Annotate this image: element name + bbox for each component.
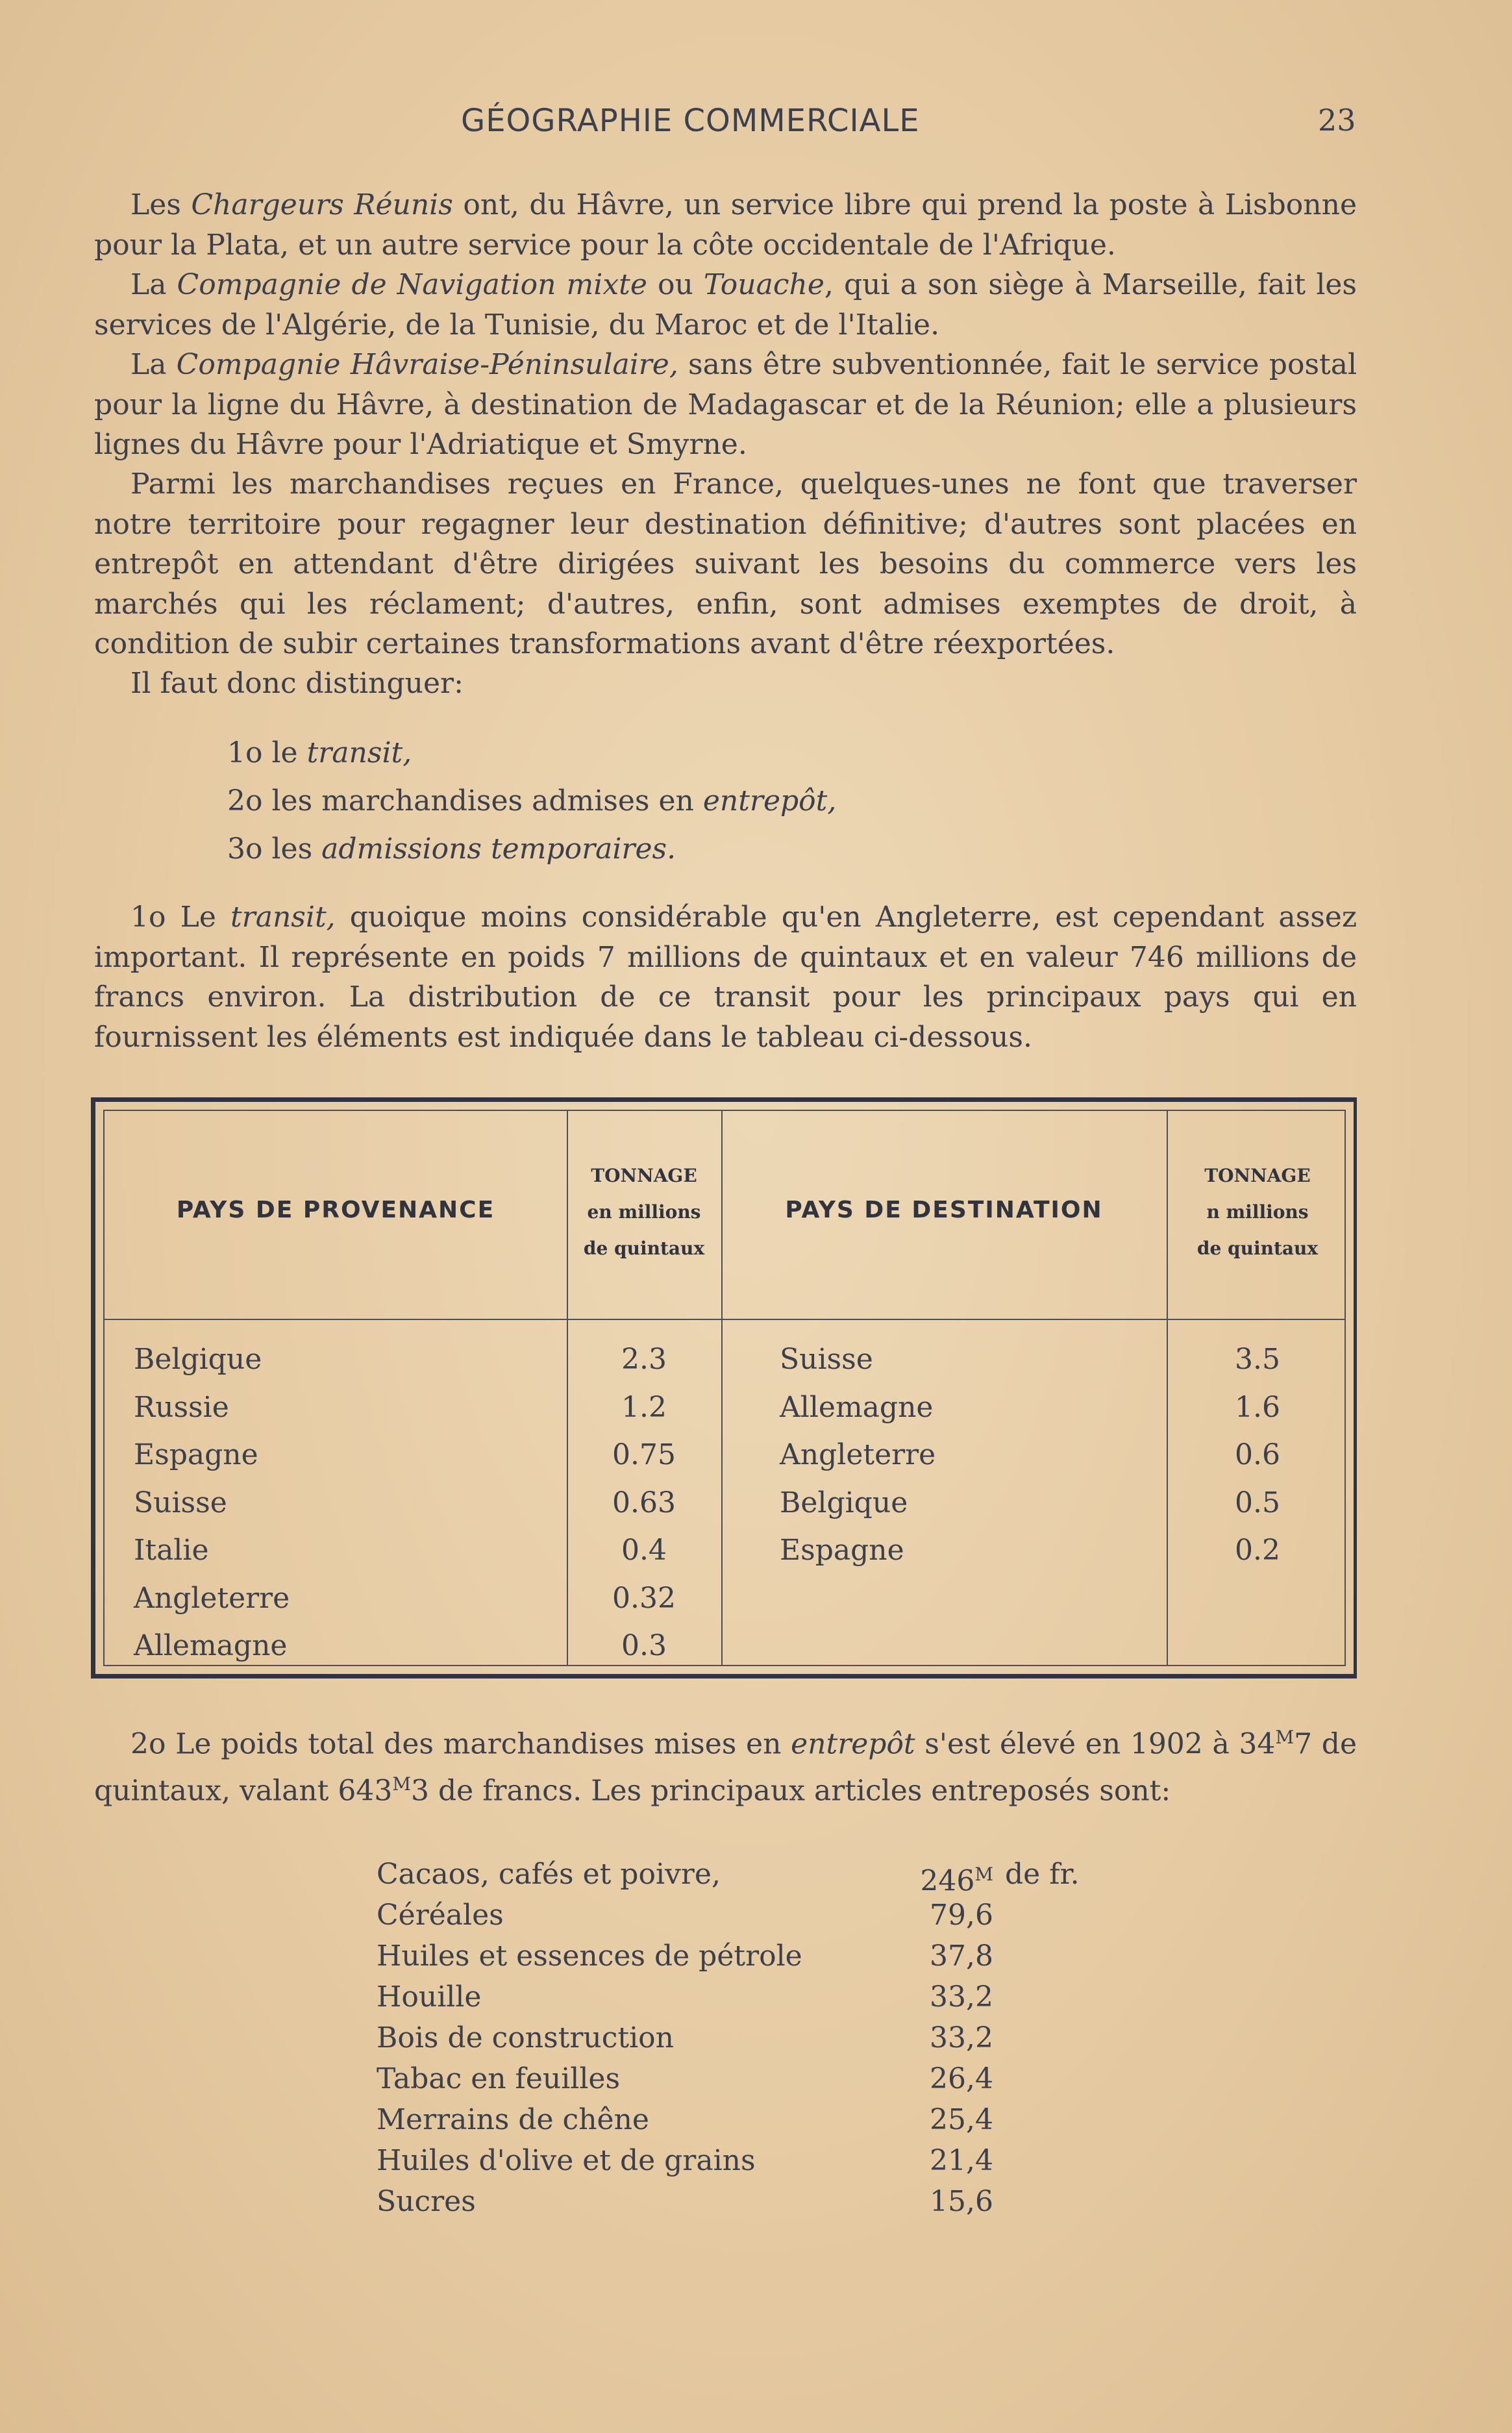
origin-countries	[134, 1336, 290, 1670]
paragraph-chargeurs: Les Chargeurs Réunis ont, du Hâvre, un service libre qui prend la poste à Lisbonne pour la Plata, et un autre service pour la côte occidentale de l'Afrique.	[94, 188, 1357, 262]
header-divider	[105, 1319, 1345, 1320]
paragraph-entrepot: 2o Le poids total des marchandises mises en entrepôt s'est élevé en 1902 à $34^M7$ de quintaux, valant $643^M3$ de francs. Les principaux articles entreposés sont:	[94, 1727, 1357, 1808]
list-item: 3o les admissions temporaires.	[227, 832, 676, 866]
header-tonnage-destination: TONNAGE n millions de quintaux	[1196, 1165, 1319, 1259]
header-origin: PAYS DE PROVENANCE	[176, 1197, 495, 1223]
running-header	[0, 103, 1512, 148]
distinction-list	[227, 729, 836, 873]
table-cell: 1.6	[1235, 1390, 1280, 1424]
header-tonnage-origin: TONNAGE en millions de quintaux	[583, 1165, 705, 1259]
transit-table	[91, 1097, 1357, 1678]
table-cell: 3.5	[1235, 1343, 1280, 1376]
table-cell: Angleterre	[134, 1581, 290, 1615]
table-cell: 0.63	[612, 1486, 676, 1519]
column-divider	[721, 1111, 723, 1665]
list-item: 1o le transit,	[227, 736, 412, 769]
table-cell: Belgique	[780, 1486, 908, 1519]
table-cell: Allemagne	[780, 1390, 934, 1424]
table-cell: Allemagne	[134, 1629, 288, 1662]
destination-countries	[780, 1336, 936, 1575]
origin-tonnages	[567, 1336, 721, 1670]
header-destination: PAYS DE DESTINATION	[785, 1197, 1103, 1223]
paragraph-navigation-mixte: La Compagnie de Navigation mixte ou Touache, qui a son siège à Marseille, fait les services de l'Algérie, de la Tunisie, du Maroc et de l'Italie.	[94, 268, 1357, 342]
table-cell: Russie	[134, 1390, 229, 1424]
table-cell: Angleterre	[780, 1438, 936, 1471]
list-item: 2o les marchandises admises en entrepôt,	[227, 784, 837, 817]
header-title: GÉOGRAPHIE COMMERCIALE	[461, 103, 920, 139]
paragraph-havraise: La Compagnie Hâvraise-Péninsulaire, sans être subventionnée, fait le service postal pour la ligne du Hâvre, à destination de Madagascar et de la Réunion; elle a plusieurs lignes du Hâvre pour l'Adriatique et Smyrne.	[94, 348, 1357, 461]
table-cell: 1.2	[621, 1390, 667, 1424]
table-cell: Espagne	[134, 1438, 258, 1471]
paragraph-transit: 1o Le transit, quoique moins considérable qu'en Angleterre, est cependant assez important. Il représente en poids 7 millions de quintaux et en valeur 746 millions de francs environ. La distribution de ce transit pour les principaux pays qui en fournissent les éléments est indiquée dans le tableau ci-dessous.	[94, 901, 1357, 1054]
page-number: 23	[1318, 103, 1356, 138]
table-cell: 0.75	[612, 1438, 676, 1471]
table-cell: 0.6	[1235, 1438, 1280, 1471]
destination-tonnages	[1167, 1336, 1348, 1575]
table-cell: 2.3	[621, 1343, 667, 1376]
paragraph-distinguer: Il faut donc distinguer:	[130, 667, 464, 700]
table-cell: Suisse	[780, 1343, 873, 1376]
table-cell: 0.32	[612, 1581, 676, 1615]
table-cell: 0.2	[1235, 1534, 1280, 1567]
book-page: GÉOGRAPHIE COMMERCIALE 23 Les Chargeurs Réunis ont, du Hâvre, un service libre qui prend la poste à Lisbonne pour la Plata, et un autre service pour la côte occidentale de l'Afrique. La Compagnie de Navigation mixte ou Touache, qui a son siège à Marseille, fait les services de l'Algérie, de la Tunisie, du Maroc et de l'Italie. La Compagnie Hâvraise-Péninsulaire, sans être subventionnée, fait le service postal pour la ligne du Hâvre, à destination de Madagascar et de la Réunion; elle a plusieurs lignes du Hâvre pour l'Adriatique et Smyrne. Parmi les marchandises reçues en France, quelques-unes ne font que traverser notre territoire pour regagner leur destination définitive; d'autres sont placées en entrepôt en attendant d'être dirigées suivant les besoins du commerce vers les marchés qui les réclament; d'autres, enfin, sont admises exemptes de droit, à condition de subir certaines transformations avant d'être réexportées. Il faut donc distinguer: 1o le transit, 2o les marchandises admises en entrepôt, 3o les admissions temporaires. 1o Le transit, quoique moins considérable qu'en Angleterre, est cependant assez important. Il représente en poids 7 millions de quintaux et en valeur 746 millions de francs environ. La distribution de ce transit pour les principaux pays qui en fournissent les éléments est indiquée dans le tableau ci-dessous. PAYS DE PROVENANCE TONNAGE en millions de quintaux PAYS DE DESTINATION TONNAGE n millions de quintaux Belgique Russie Espagne Suisse Italie Angleterre Allemagne 2.3 1.2 0.75 0.63 0.4 0.32 0.3 Suisse Allemagne Angleterre Belgique Espagne 3.5 1.6 0.6 0.5 0.2 2o Le poids total des marchandises mises en entrepôt s'est élevé en 1902 à $34^M7$ de quintaux, valant $643^M3$ de francs. Les principaux articles entreposés sont: Cacaos, cafés et poivre, $246^M$ de fr. Céréales 79,6 Huiles et essences de pétrole 37,8 Houille 33,2 Bois de construction 33,2 Tabac en feuilles 26,4 Merrains de chêne 25,4 Huiles d'olive et de grains 21,4 Sucres 15,6	[0, 0, 1512, 2433]
table-cell: Suisse	[134, 1486, 227, 1519]
paragraph-marchandises: Parmi les marchandises reçues en France, quelques-unes ne font que traverser notre territoire pour regagner leur destination définitive; d'autres sont placées en entrepôt en attendant d'être dirigées suivant les besoins du commerce vers les marchés qui les réclament; d'autres, enfin, sont admises exemptes de droit, à condition de subir certaines transformations avant d'être réexportées.	[94, 468, 1357, 660]
table-cell: Espagne	[780, 1534, 904, 1567]
table-cell: Belgique	[134, 1343, 262, 1376]
table-cell: 0.4	[621, 1534, 667, 1567]
table-cell: 0.3	[621, 1629, 667, 1662]
table-cell: 0.5	[1235, 1486, 1280, 1519]
table-cell: Italie	[134, 1534, 209, 1567]
